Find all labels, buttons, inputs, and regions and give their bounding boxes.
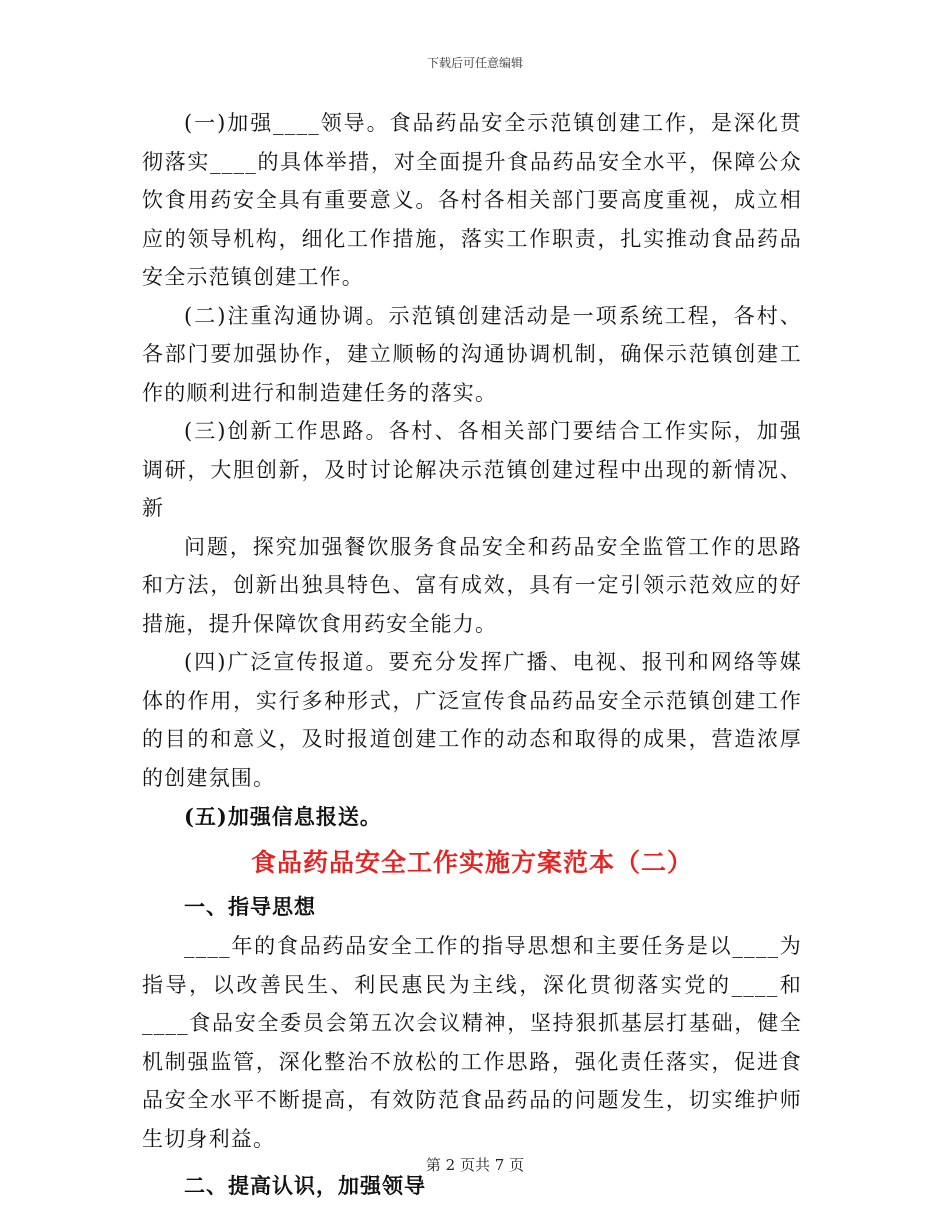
page-number: 第 2 页共 7 页 [425,1156,525,1174]
paragraph-publicity: (四)广泛宣传报道。要充分发挥广播、电视、报刊和网络等媒体的作用，实行多种形式，广泛宣传食品药品安全示范镇创建工作的目的和意义，及时报道创建工作的动态和取得的成果，营造浓厚的创建氛围。 [142,650,802,790]
page-header-note: 下载后可任意编辑 [426,56,523,70]
paragraph-innovation-continued: 问题，探究加强餐饮服务食品安全和药品安全监管工作的思路和方法，创新出独具特色、富有成效，具有一定引领示范效应的好措施，提升保障饮食用药安全能力。 [142,534,802,636]
paragraph-strengthen-leadership: (一)加强____领导。食品药品安全示范镇创建工作，是深化贯彻落实____的具体举措，对全面提升食品药品安全水平，保障公众饮食用药安全具有重要意义。各村各相关部门要高度重视，成立相应的领导机构，细化工作措施，落实工作职责，扎实推动食品药品安全示范镇创建工作。 [142,111,802,289]
heading-guiding-ideology: 一、指导思想 [184,894,316,919]
document-body [142,104,802,1206]
heading-raise-awareness: 二、提高认识，加强领导 [184,1173,426,1198]
paragraph-innovation: (三)创新工作思路。各村、各相关部门要结合工作实际，加强调研，大胆创新，及时讨论解决示范镇创建过程中出现的新情况、新 [142,419,802,520]
paragraph-guiding-ideology: ____年的食品药品安全工作的指导思想和主要任务是以____为指导，以改善民生、利民惠民为主线，深化贯彻落实党的____和____食品安全委员会第五次会议精神，坚持狠抓基层打基础，健全机制强监管，深化整治不放松的工作思路，强化责任落实，促进食品安全水平不断提高，有效防范食品药品的问题发生，切实维护师生切身利益。 [142,934,802,1151]
paragraph-communication: (二)注重沟通协调。示范镇创建活动是一项系统工程，各村、各部门要加强协作，建立顺畅的沟通协调机制，确保示范镇创建工作的顺利进行和制造建任务的落实。 [142,303,802,405]
section-title: 食品药品安全工作实施方案范本（二） [250,848,693,877]
heading-information-reporting: (五)加强信息报送。 [184,804,382,829]
